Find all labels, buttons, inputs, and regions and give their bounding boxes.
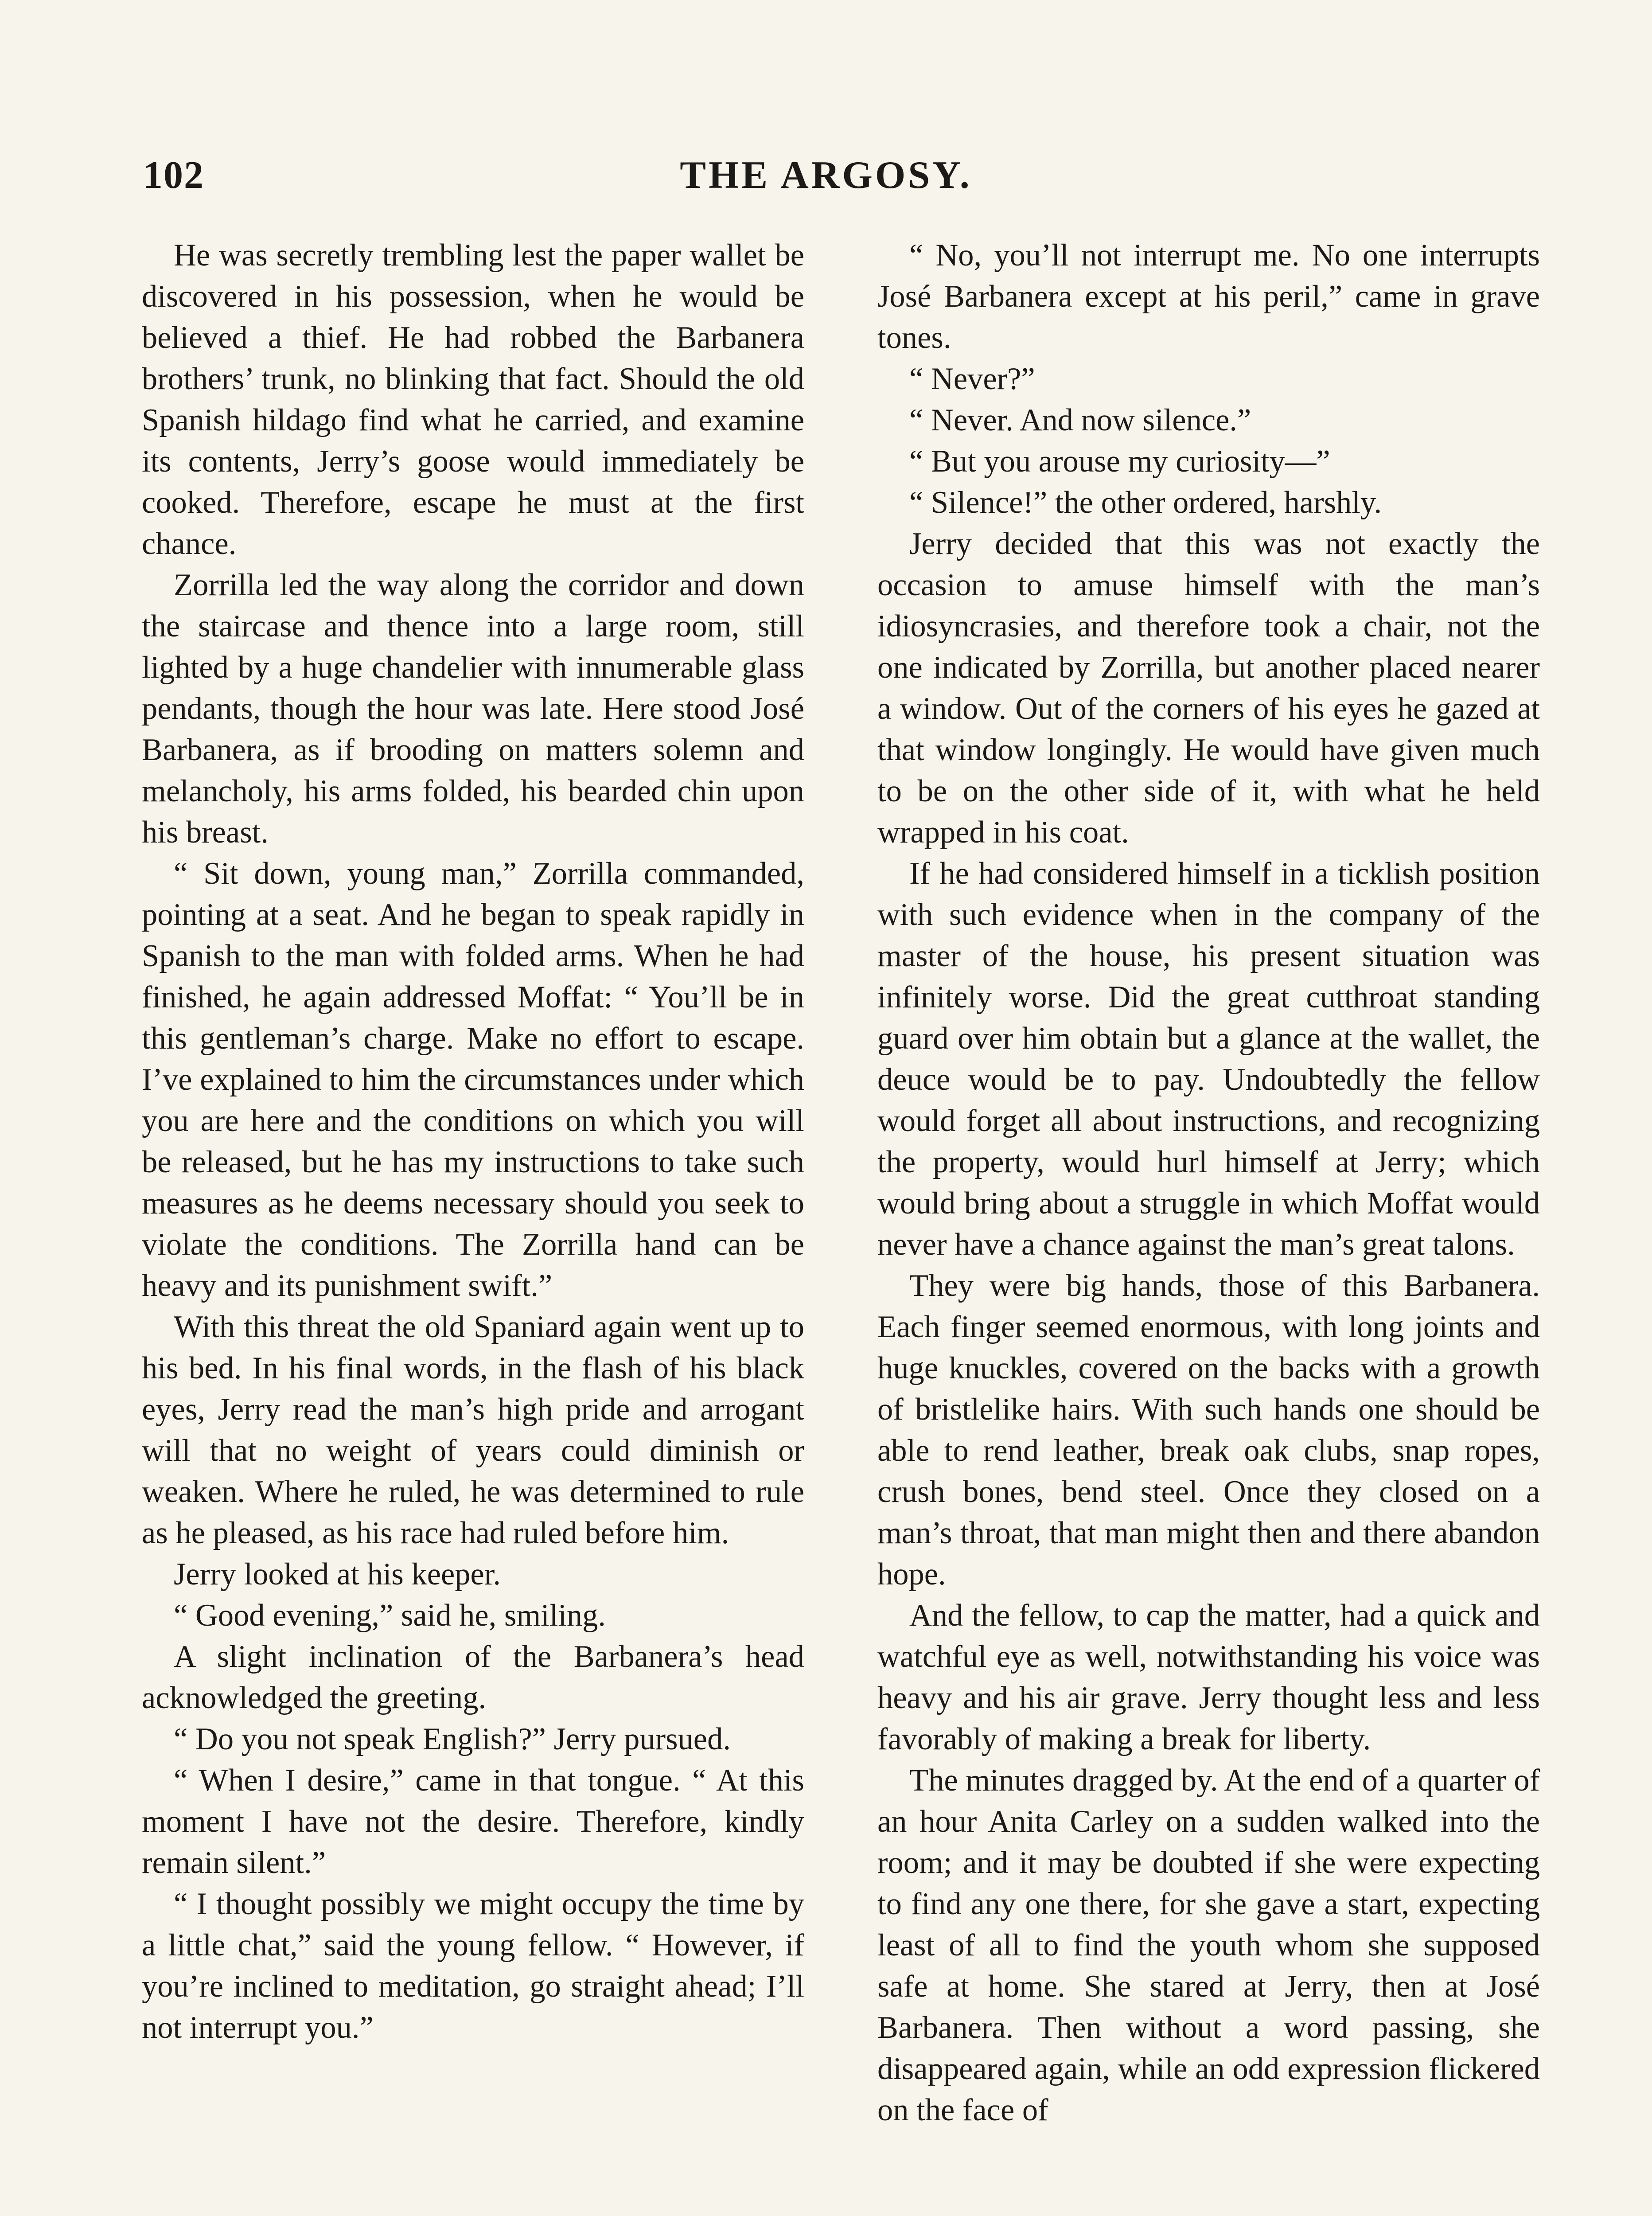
- paragraph: “ Good evening,” said he, smiling.: [174, 1598, 606, 1633]
- paragraph: Jerry decided that this was not exactly the occasion to amuse himself with the man’s idiosyncrasies, and therefore took a chair, not the one indicated by Zorrilla, but another placed nearer a window. Out of the corners of his eyes he gazed at that window longingly. He would have given much to be on the other side of it, with what he held wrapped in his coat.: [877, 527, 1540, 850]
- paragraph: Jerry looked at his keeper.: [174, 1557, 501, 1592]
- paragraph: “ Never. And now silence.”: [909, 403, 1251, 437]
- paragraph: With this threat the old Spaniard again went up to his bed. In his final words, in the flash of his black eyes, Jerry read the man’s high pride and arrogant will that no weight of years could diminish or weaken. Where he ruled, he was determined to rule as he pleased, as his race had ruled before him.: [142, 1310, 804, 1550]
- paragraph: They were big hands, those of this Barbanera. Each finger seemed enormous, with long joints and huge knuckles, covered on the backs with a growth of bristlelike hairs. With such hands one should be able to rend leather, break oak clubs, snap ropes, crush bones, bend steel. Once they closed on a man’s throat, that man might then and there abandon hope.: [877, 1268, 1540, 1592]
- page-header: [0, 153, 1652, 202]
- paragraph: “ Sit down, young man,” Zorrilla commanded, pointing at a seat. And he began to speak rapidly in Spanish to the man with folded arms. When he had finished, he again addressed Moffat: “ You’ll be in this gentleman’s charge. Make no effort to escape. I’ve explained to him the circumstances under which you are here and the conditions on which you will be released, but he has my instructions to take such measures as he deems necessary should you seek to violate the conditions. The Zorrilla hand can be heavy and its punishment swift.”: [142, 856, 804, 1303]
- paragraph: A slight inclination of the Barbanera’s head acknowledged the greeting.: [142, 1639, 804, 1715]
- paragraph: He was secretly trembling lest the paper wallet be discovered in his possession, when he would be believed a thief. He had robbed the Barbanera brothers’ trunk, no blinking that fact. Should the old Spanish hildago find what he carried, and examine its contents, Jerry’s goose would immediately be cooked. Therefore, escape he must at the first chance.: [142, 238, 804, 561]
- running-title: THE ARGOSY.: [680, 154, 972, 197]
- paragraph: If he had considered himself in a ticklish position with such evidence when in the company of the master of the house, his present situation was infinitely worse. Did the great cutthroat standing guard over him obtain but a glance at the wallet, the deuce would be to pay. Undoubtedly the fellow would forget all about instructions, and recognizing the property, would hurl himself at Jerry; which would bring about a struggle in which Moffat would never have a chance against the man’s great talons.: [877, 856, 1540, 1262]
- paragraph: “ I thought possibly we might occupy the time by a little chat,” said the young fellow. “ However, if you’re inclined to meditation, go straight ahead; I’ll not interrupt you.”: [142, 1887, 804, 2045]
- paragraph: “ No, you’ll not interrupt me. No one interrupts José Barbanera except at his peril,” came in grave tones.: [877, 238, 1540, 355]
- text-column-left: [142, 235, 804, 2048]
- paragraph: “ Never?”: [909, 362, 1035, 396]
- paragraph: And the fellow, to cap the matter, had a quick and watchful eye as well, notwithstanding his voice was heavy and his air grave. Jerry thought less and less favorably of making a break for liberty.: [877, 1598, 1540, 1756]
- text-column-right: [877, 235, 1540, 2131]
- paragraph: Zorrilla led the way along the corridor and down the staircase and thence into a large room, still lighted by a huge chandelier with innumerable glass pendants, though the hour was late. Here stood José Barbanera, as if brooding on matters solemn and melancholy, his arms folded, his bearded chin upon his breast.: [142, 568, 804, 850]
- paragraph: “ Silence!” the other ordered, harshly.: [909, 485, 1382, 520]
- paragraph: The minutes dragged by. At the end of a quarter of an hour Anita Carley on a sudden walked into the room; and it may be doubted if she were expecting to find any one there, for she gave a start, expecting least of all to find the youth whom she supposed safe at home. She stared at Jerry, then at José Barbanera. Then without a word passing, she disappeared again, while an odd expression flickered on the face of: [877, 1763, 1540, 2127]
- paragraph: “ When I desire,” came in that tongue. “ At this moment I have not the desire. Therefore, kindly remain silent.”: [142, 1763, 804, 1880]
- paragraph: “ But you arouse my curiosity—”: [909, 444, 1330, 479]
- page-number: 102: [143, 154, 204, 197]
- paragraph: “ Do you not speak English?” Jerry pursued.: [174, 1722, 731, 1756]
